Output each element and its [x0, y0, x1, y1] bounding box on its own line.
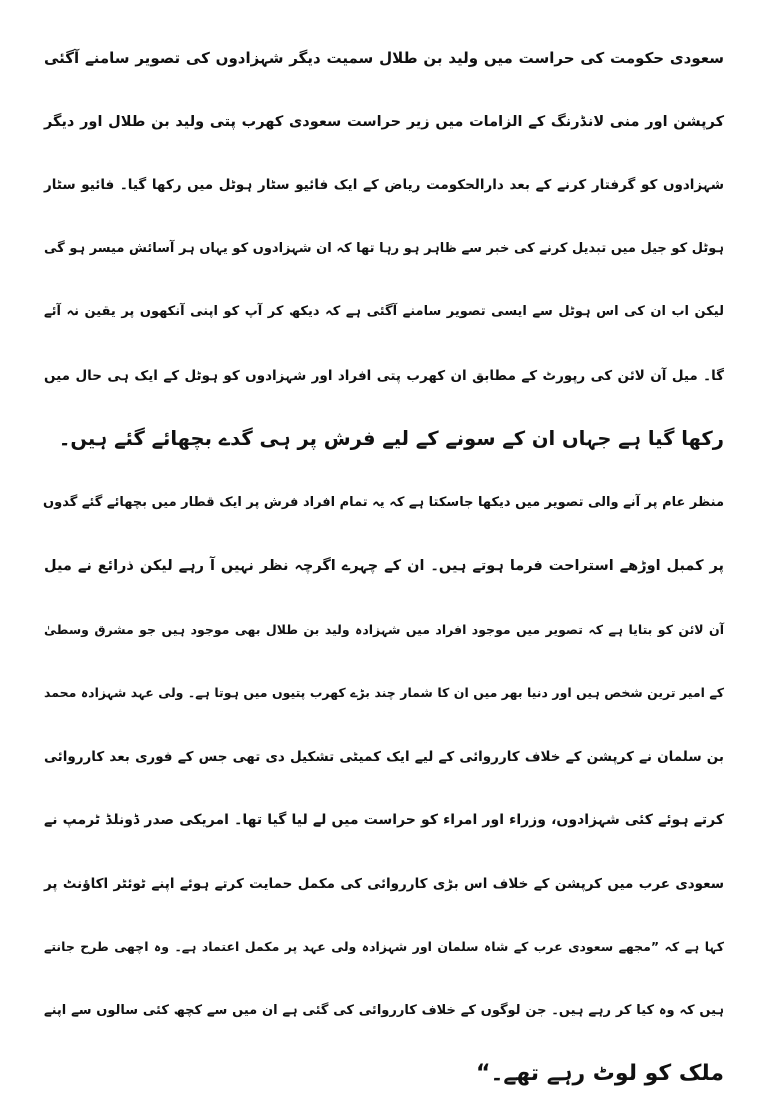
text-line: سعودی حکومت کی حراست میں ولید بن طلال سمیت دیگر شہزادوں کی تصویر سامنے آگئی: [44, 49, 724, 67]
text-line: ملک کو لوٹ رہے تھے۔“: [476, 1061, 724, 1086]
text-line: ہوٹل کو جیل میں تبدیل کرنے کی خبر سے ظاہر ہو رہا تھا کہ ان شہزادوں کو یہاں ہر آسائش میسر ہو گی: [44, 240, 724, 256]
text-line: کے امیر ترین شخص ہیں اور دنیا بھر میں ان کا شمار چند بڑے کھرب پتیوں میں ہوتا ہے۔ ولی عہد شہزادہ محمد: [44, 685, 724, 700]
text-line: ہیں کہ وہ کیا کر رہے ہیں۔ جن لوگوں کے خلاف کارروائی کی گئی ہے ان میں سے کچھ کئی سالوں سے اپنے: [44, 1002, 724, 1018]
text-line: کہا ہے کہ ”مجھے سعودی عرب کے شاہ سلمان اور شہزادہ ولی عہد پر مکمل اعتماد ہے۔ وہ اچھی طرح جانتے: [44, 939, 724, 954]
text-line: بن سلمان نے کرپشن کے خلاف کارروائی کے لیے ایک کمیٹی تشکیل دی تھی جس کے فوری بعد کارروائی: [44, 748, 724, 765]
paragraph-2: [44, 483, 724, 1118]
text-line: کرتے ہوئے کئی شہزادوں، وزراء اور امراء کو حراست میں لے لیا گیا تھا۔ امریکی صدر ڈونلڈ ٹرمپ نے: [44, 812, 724, 828]
text-line: آن لائن کو بتایا ہے کہ تصویر میں موجود افراد میں شہزادہ ولید بن طلال بھی موجود ہیں جو مشرق وسطیٰ: [44, 621, 724, 637]
text-line: منظر عام پر آنے والی تصویر میں دیکھا جاسکتا ہے کہ یہ تمام افراد فرش پر ایک قطار میں بچھائے گئے گدوں: [43, 494, 724, 510]
text-line: شہزادوں کو گرفتار کرنے کے بعد دارالحکومت ریاض کے ایک فائیو سٹار ہوٹل میں رکھا گیا۔ فائیو سٹار: [44, 177, 724, 193]
paragraph-1: [44, 38, 724, 483]
text-line: رکھا گیا ہے جہاں ان کے سونے کے لیے فرش پر ہی گدے بچھائے گئے ہیں۔: [58, 427, 724, 450]
text-line: لیکن اب ان کی اس ہوٹل سے ایسی تصویر سامنے آگئی ہے کہ دیکھ کر آپ کو اپنی آنکھوں پر یقین نہ آئے: [44, 304, 724, 319]
text-line: پر کمبل اوڑھے استراحت فرما ہوتے ہیں۔ ان کے چہرے اگرچہ نظر نہیں آ رہے لیکن ذرائع نے میل: [44, 558, 724, 574]
text-line: کرپشن اور منی لانڈرنگ کے الزامات میں زیر حراست سعودی کھرب پتی ولید بن طلال اور دیگر: [44, 113, 724, 130]
text-line: سعودی عرب میں کرپشن کے خلاف اس بڑی کارروائی کی مکمل حمایت کرتے ہوئے اپنے ٹوئٹر اکاؤنٹ پر: [44, 875, 724, 892]
text-line: گا۔ میل آن لائن کی رپورٹ کے مطابق ان کھرب پتی افراد اور شہزادوں کو ہوٹل کے ایک ہی حال میں: [44, 367, 724, 384]
